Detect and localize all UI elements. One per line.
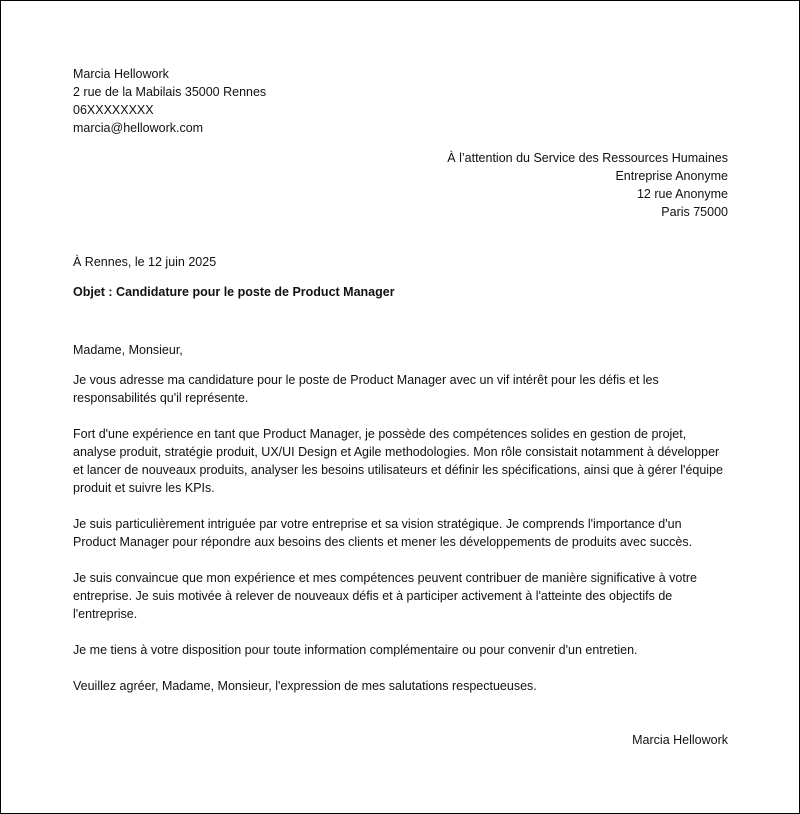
recipient-block [73,149,728,221]
paragraph-4: Je suis convaincue que mon expérience et mes compétences peuvent contribuer de manière significative à votre entreprise. Je suis motivée à relever de nouveaux défis et à participer activement à l'atteinte des objectifs de l'entreprise. [73,571,697,621]
date-line: À Rennes, le 12 juin 2025 [73,255,217,269]
paragraph-5: Je me tiens à votre disposition pour toute information complémentaire ou pour convenir d'un entretien. [73,643,638,657]
closing-paragraph: Veuillez agréer, Madame, Monsieur, l'expression de mes salutations respectueuses. [73,679,537,693]
recipient-attention: À l’attention du Service des Ressources Humaines [447,151,728,165]
paragraph-2: Fort d'une expérience en tant que Product Manager, je possède des compétences solides en gestion de projet, analyse produit, stratégie produit, UX/UI Design et Agile methodologies. Mon rôle consistait notamment à développer et lancer de nouveaux produits, analyser les besoins utilisateurs et définir les spécifications, ainsi que à gérer l'équipe produit et suivre les KPIs. [73,427,723,495]
sender-name: Marcia Hellowork [73,67,169,81]
sender-address: 2 rue de la Mabilais 35000 Rennes [73,85,267,99]
recipient-company: Entreprise Anonyme [615,169,728,183]
sender-email: marcia@hellowork.com [73,121,204,135]
recipient-street: 12 rue Anonyme [636,187,728,201]
recipient-city: Paris 75000 [661,205,728,219]
paragraph-3: Je suis particulièrement intriguée par votre entreprise et sa vision stratégique. Je comprends l'importance d'un Product Manager pour répondre aux besoins des clients et mener les développements de produits avec succès. [73,517,693,549]
signature: Marcia Hellowork [632,733,728,747]
salutation: Madame, Monsieur, [73,343,183,357]
subject-line: Objet : Candidature pour le poste de Product Manager [73,285,395,299]
sender-phone: 06XXXXXXXX [73,103,154,117]
paragraph-1: Je vous adresse ma candidature pour le poste de Product Manager avec un vif intérêt pour les défis et les responsabilités qu'il représente. [73,373,659,405]
sender-block [73,65,729,137]
